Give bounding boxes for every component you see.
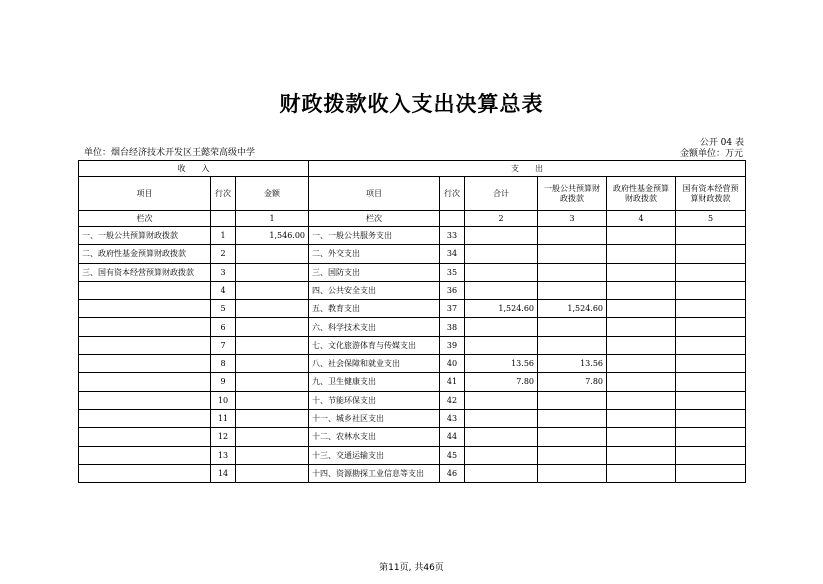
income-item-cell bbox=[79, 391, 211, 409]
fund-amount-cell bbox=[607, 300, 676, 318]
income-amount-cell bbox=[236, 300, 309, 318]
income-amount-cell bbox=[236, 355, 309, 373]
income-line-cell: 9 bbox=[211, 373, 236, 391]
total-amount-cell bbox=[465, 318, 538, 336]
col-header-total: 合计 bbox=[465, 177, 538, 211]
expense-line-cell: 36 bbox=[440, 281, 465, 299]
state-capital-amount-cell bbox=[676, 300, 746, 318]
state-capital-amount-cell bbox=[676, 281, 746, 299]
col-header-income-line: 行次 bbox=[211, 177, 236, 211]
expense-line-cell: 42 bbox=[440, 391, 465, 409]
income-item-cell bbox=[79, 428, 211, 446]
state-capital-amount-cell bbox=[676, 355, 746, 373]
expense-line-cell: 41 bbox=[440, 373, 465, 391]
income-amount-cell bbox=[236, 263, 309, 281]
general-amount-cell bbox=[538, 263, 607, 281]
income-amount-cell bbox=[236, 391, 309, 409]
total-amount-cell: 7.80 bbox=[465, 373, 538, 391]
total-amount-cell bbox=[465, 391, 538, 409]
general-amount-cell bbox=[538, 336, 607, 354]
state-capital-amount-cell bbox=[676, 428, 746, 446]
table-row bbox=[79, 409, 746, 427]
budget-table bbox=[78, 160, 746, 483]
table-row bbox=[79, 227, 746, 245]
general-amount-cell bbox=[538, 446, 607, 464]
expense-item-cell: 五、教育支出 bbox=[309, 300, 440, 318]
expense-line-cell: 44 bbox=[440, 428, 465, 446]
expense-line-cell: 33 bbox=[440, 227, 465, 245]
income-item-cell: 一、一般公共预算财政拨款 bbox=[79, 227, 211, 245]
income-line-cell: 1 bbox=[211, 227, 236, 245]
income-line-cell: 14 bbox=[211, 464, 236, 482]
index-col-5: 5 bbox=[676, 211, 746, 227]
income-item-cell: 三、国有资本经营预算财政拨款 bbox=[79, 263, 211, 281]
expense-item-cell: 六、科学技术支出 bbox=[309, 318, 440, 336]
income-line-cell: 5 bbox=[211, 300, 236, 318]
state-capital-amount-cell bbox=[676, 373, 746, 391]
general-amount-cell: 7.80 bbox=[538, 373, 607, 391]
income-line-cell: 13 bbox=[211, 446, 236, 464]
income-line-cell: 11 bbox=[211, 409, 236, 427]
income-line-cell: 8 bbox=[211, 355, 236, 373]
income-line-cell: 6 bbox=[211, 318, 236, 336]
income-line-cell: 3 bbox=[211, 263, 236, 281]
general-amount-cell bbox=[538, 464, 607, 482]
total-amount-cell bbox=[465, 336, 538, 354]
index-empty bbox=[211, 211, 236, 227]
expense-item-cell: 七、文化旅游体育与传媒支出 bbox=[309, 336, 440, 354]
fund-amount-cell bbox=[607, 227, 676, 245]
income-amount-cell: 1,546.00 bbox=[236, 227, 309, 245]
expense-line-cell: 39 bbox=[440, 336, 465, 354]
fund-amount-cell bbox=[607, 428, 676, 446]
expense-line-cell: 46 bbox=[440, 464, 465, 482]
expense-item-cell: 二、外交支出 bbox=[309, 245, 440, 263]
table-row bbox=[79, 245, 746, 263]
state-capital-amount-cell bbox=[676, 263, 746, 281]
col-header-fund: 政府性基金预算财政拨款 bbox=[607, 177, 676, 211]
total-amount-cell bbox=[465, 281, 538, 299]
state-capital-amount-cell bbox=[676, 464, 746, 482]
total-amount-cell bbox=[465, 428, 538, 446]
income-item-cell bbox=[79, 373, 211, 391]
column-header-row bbox=[79, 177, 746, 211]
expense-header: 支 出 bbox=[309, 161, 746, 177]
income-amount-cell bbox=[236, 373, 309, 391]
table-row bbox=[79, 373, 746, 391]
fund-amount-cell bbox=[607, 373, 676, 391]
page-footer: 第11页, 共46页 bbox=[379, 563, 444, 573]
income-amount-cell bbox=[236, 281, 309, 299]
fund-amount-cell bbox=[607, 245, 676, 263]
state-capital-amount-cell bbox=[676, 336, 746, 354]
income-item-cell bbox=[79, 464, 211, 482]
table-row bbox=[79, 263, 746, 281]
expense-line-cell: 43 bbox=[440, 409, 465, 427]
table-number: 公开 04 表 bbox=[699, 138, 744, 148]
index-col-1: 1 bbox=[236, 211, 309, 227]
table-row bbox=[79, 318, 746, 336]
total-amount-cell bbox=[465, 245, 538, 263]
table-row bbox=[79, 336, 746, 354]
state-capital-amount-cell bbox=[676, 227, 746, 245]
general-amount-cell bbox=[538, 391, 607, 409]
fund-amount-cell bbox=[607, 391, 676, 409]
index-row bbox=[79, 211, 746, 227]
fund-amount-cell bbox=[607, 446, 676, 464]
income-amount-cell bbox=[236, 409, 309, 427]
state-capital-amount-cell bbox=[676, 409, 746, 427]
expense-item-cell: 十三、交通运输支出 bbox=[309, 446, 440, 464]
col-header-state-capital: 国有资本经营预算财政拨款 bbox=[676, 177, 746, 211]
expense-item-cell: 十四、资源勘探工业信息等支出 bbox=[309, 464, 440, 482]
table-row bbox=[79, 281, 746, 299]
table-row bbox=[79, 464, 746, 482]
income-amount-cell bbox=[236, 464, 309, 482]
fund-amount-cell bbox=[607, 281, 676, 299]
index-label-left: 栏次 bbox=[79, 211, 211, 227]
col-header-expense-line: 行次 bbox=[440, 177, 465, 211]
general-amount-cell bbox=[538, 227, 607, 245]
income-item-cell bbox=[79, 409, 211, 427]
income-item-cell bbox=[79, 336, 211, 354]
income-amount-cell bbox=[236, 446, 309, 464]
income-line-cell: 10 bbox=[211, 391, 236, 409]
income-item-cell bbox=[79, 318, 211, 336]
total-amount-cell bbox=[465, 464, 538, 482]
income-amount-cell bbox=[236, 245, 309, 263]
table-row bbox=[79, 428, 746, 446]
col-header-general: 一般公共预算财政拨款 bbox=[538, 177, 607, 211]
index-col-2: 2 bbox=[465, 211, 538, 227]
income-line-cell: 4 bbox=[211, 281, 236, 299]
total-amount-cell: 1,524.60 bbox=[465, 300, 538, 318]
income-item-cell bbox=[79, 300, 211, 318]
state-capital-amount-cell bbox=[676, 318, 746, 336]
expense-line-cell: 34 bbox=[440, 245, 465, 263]
document-title: 财政拨款收入支出决算总表 bbox=[279, 91, 544, 116]
fund-amount-cell bbox=[607, 318, 676, 336]
income-amount-cell bbox=[236, 336, 309, 354]
table-row bbox=[79, 391, 746, 409]
expense-line-cell: 35 bbox=[440, 263, 465, 281]
general-amount-cell bbox=[538, 281, 607, 299]
expense-item-cell: 十一、城乡社区支出 bbox=[309, 409, 440, 427]
income-item-cell bbox=[79, 281, 211, 299]
total-amount-cell bbox=[465, 227, 538, 245]
col-header-income-item: 项目 bbox=[79, 177, 211, 211]
fund-amount-cell bbox=[607, 263, 676, 281]
table-row bbox=[79, 446, 746, 464]
section-header-row bbox=[79, 161, 746, 177]
expense-line-cell: 40 bbox=[440, 355, 465, 373]
state-capital-amount-cell bbox=[676, 446, 746, 464]
expense-item-cell: 四、公共安全支出 bbox=[309, 281, 440, 299]
income-line-cell: 12 bbox=[211, 428, 236, 446]
state-capital-amount-cell bbox=[676, 245, 746, 263]
expense-line-cell: 38 bbox=[440, 318, 465, 336]
income-item-cell bbox=[79, 355, 211, 373]
index-col-4: 4 bbox=[607, 211, 676, 227]
total-amount-cell bbox=[465, 409, 538, 427]
income-amount-cell bbox=[236, 428, 309, 446]
fund-amount-cell bbox=[607, 409, 676, 427]
general-amount-cell bbox=[538, 409, 607, 427]
general-amount-cell: 13.56 bbox=[538, 355, 607, 373]
general-amount-cell: 1,524.60 bbox=[538, 300, 607, 318]
general-amount-cell bbox=[538, 428, 607, 446]
expense-item-cell: 九、卫生健康支出 bbox=[309, 373, 440, 391]
general-amount-cell bbox=[538, 245, 607, 263]
total-amount-cell bbox=[465, 446, 538, 464]
expense-item-cell: 三、国防支出 bbox=[309, 263, 440, 281]
table-row bbox=[79, 355, 746, 373]
expense-item-cell: 十、节能环保支出 bbox=[309, 391, 440, 409]
fund-amount-cell bbox=[607, 336, 676, 354]
index-label-right: 栏次 bbox=[309, 211, 440, 227]
total-amount-cell: 13.56 bbox=[465, 355, 538, 373]
income-item-cell: 二、政府性基金预算财政拨款 bbox=[79, 245, 211, 263]
total-amount-cell bbox=[465, 263, 538, 281]
income-line-cell: 7 bbox=[211, 336, 236, 354]
income-line-cell: 2 bbox=[211, 245, 236, 263]
expense-line-cell: 37 bbox=[440, 300, 465, 318]
unit-name: 单位：烟台经济技术开发区王懿荣高级中学 bbox=[84, 148, 256, 158]
state-capital-amount-cell bbox=[676, 391, 746, 409]
table-row bbox=[79, 300, 746, 318]
expense-item-cell: 八、社会保障和就业支出 bbox=[309, 355, 440, 373]
expense-item-cell: 一、一般公共服务支出 bbox=[309, 227, 440, 245]
income-header: 收 入 bbox=[79, 161, 309, 177]
expense-item-cell: 十二、农林水支出 bbox=[309, 428, 440, 446]
col-header-amount: 金额 bbox=[236, 177, 309, 211]
fund-amount-cell bbox=[607, 355, 676, 373]
index-empty bbox=[440, 211, 465, 227]
col-header-expense-item: 项目 bbox=[309, 177, 440, 211]
index-col-3: 3 bbox=[538, 211, 607, 227]
income-item-cell bbox=[79, 446, 211, 464]
expense-line-cell: 45 bbox=[440, 446, 465, 464]
amount-unit: 金额单位：万元 bbox=[679, 149, 743, 159]
fund-amount-cell bbox=[607, 464, 676, 482]
general-amount-cell bbox=[538, 318, 607, 336]
income-amount-cell bbox=[236, 318, 309, 336]
